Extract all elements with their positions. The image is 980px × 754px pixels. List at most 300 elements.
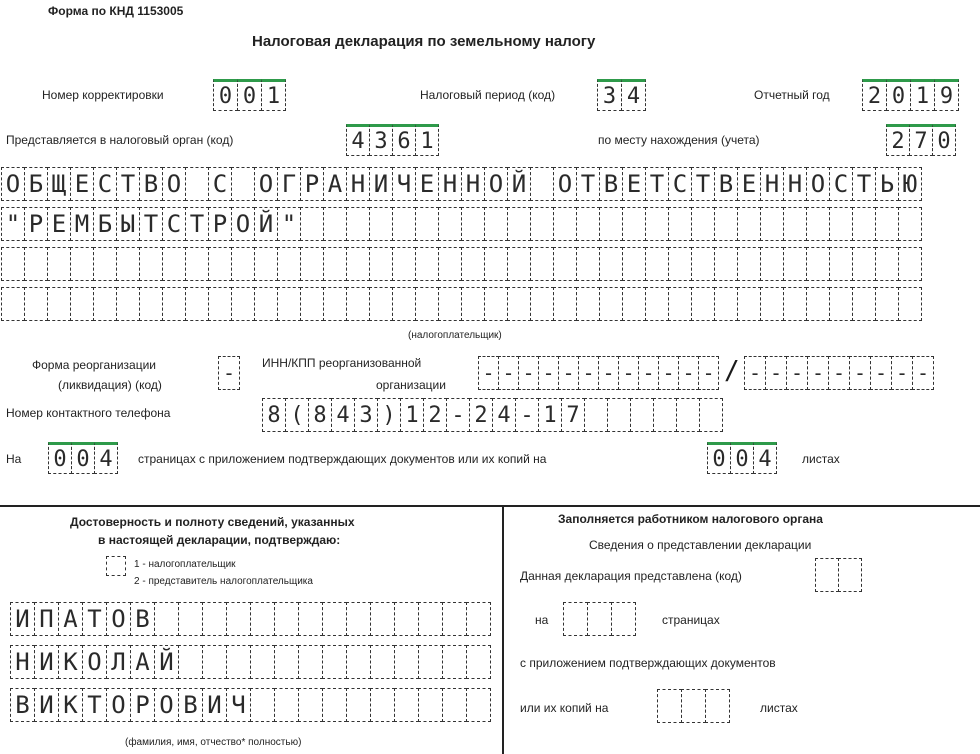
correction-number-cells[interactable] — [213, 79, 285, 111]
char-cell — [70, 287, 94, 321]
char-cell — [705, 689, 730, 723]
char-cell — [442, 688, 467, 722]
char-cell: А — [130, 645, 155, 679]
char-cell: О — [154, 688, 179, 722]
char-cell — [392, 247, 416, 281]
char-cell — [1, 247, 25, 281]
char-cell — [274, 645, 299, 679]
confirm-title-1: Достоверность и полноту сведений, указанных — [70, 515, 355, 529]
page-title: Налоговая декларация по земельному налогу — [252, 33, 596, 50]
char-cell — [530, 247, 554, 281]
char-cell — [507, 207, 531, 241]
officer-title: Заполняется работником налогового органа — [558, 512, 823, 526]
char-cell — [852, 247, 876, 281]
char-cell — [178, 602, 203, 636]
char-cell — [699, 398, 723, 432]
char-cell — [93, 287, 117, 321]
char-cell — [250, 645, 275, 679]
char-cell: Н — [760, 167, 784, 201]
char-cell — [346, 287, 370, 321]
char-cell: - — [765, 356, 787, 390]
char-cell: Т — [852, 167, 876, 201]
char-cell — [676, 398, 700, 432]
char-cell — [806, 207, 830, 241]
fullname-caption: (фамилия, имя, отчество* полностью) — [125, 737, 302, 748]
char-cell — [277, 287, 301, 321]
char-cell: 0 — [886, 79, 911, 111]
char-cell: 7 — [909, 124, 933, 156]
char-cell: - — [828, 356, 850, 390]
char-cell: Й — [254, 207, 278, 241]
char-cell — [185, 247, 209, 281]
taxpayer-name-row-3[interactable] — [1, 247, 921, 281]
char-cell — [322, 645, 347, 679]
char-cell — [576, 247, 600, 281]
char-cell: А — [323, 167, 347, 201]
char-cell — [415, 207, 439, 241]
tax-authority-label: Представляется в налоговый орган (код) — [6, 133, 234, 147]
char-cell: О — [806, 167, 830, 201]
char-cell — [231, 247, 255, 281]
char-cell — [185, 287, 209, 321]
char-cell: 8 — [262, 398, 286, 432]
reorg-kpp-cells[interactable] — [744, 356, 933, 390]
char-cell: Р — [130, 688, 155, 722]
char-cell — [714, 287, 738, 321]
char-cell: 1 — [415, 124, 439, 156]
signer-option-1: 1 - налогоплательщик — [134, 559, 236, 570]
char-cell — [298, 602, 323, 636]
char-cell — [737, 287, 761, 321]
char-cell: - — [538, 356, 559, 390]
char-cell — [277, 247, 301, 281]
char-cell — [898, 287, 922, 321]
char-cell — [875, 247, 899, 281]
char-cell — [622, 287, 646, 321]
char-cell — [254, 247, 278, 281]
char-cell — [530, 287, 554, 321]
char-cell: И — [34, 688, 59, 722]
reorg-inn-label-2: организации — [376, 378, 446, 392]
officer-copies-label: или их копий на — [520, 701, 609, 715]
char-cell: М — [70, 207, 94, 241]
signer-option-2: 2 - представитель налогоплательщика — [134, 576, 313, 587]
correction-label: Номер корректировки — [42, 88, 164, 102]
char-cell — [178, 645, 203, 679]
char-cell: 4 — [492, 398, 516, 432]
char-cell — [370, 645, 395, 679]
char-cell: Н — [438, 167, 462, 201]
char-cell — [438, 207, 462, 241]
char-cell — [461, 247, 485, 281]
char-cell — [875, 287, 899, 321]
char-cell — [563, 602, 588, 636]
char-cell: О — [254, 167, 278, 201]
char-cell: Р — [300, 167, 324, 201]
char-cell — [611, 602, 636, 636]
char-cell: О — [162, 167, 186, 201]
char-cell — [300, 247, 324, 281]
char-cell — [760, 207, 784, 241]
char-cell — [202, 645, 227, 679]
taxpayer-caption: (налогоплательщик) — [408, 330, 502, 341]
char-cell — [737, 207, 761, 241]
char-cell: 0 — [48, 442, 72, 474]
char-cell: - — [446, 398, 470, 432]
char-cell — [369, 207, 393, 241]
char-cell — [418, 688, 443, 722]
char-cell: - — [870, 356, 892, 390]
char-cell: Е — [415, 167, 439, 201]
char-cell — [461, 207, 485, 241]
char-cell — [657, 689, 682, 723]
char-cell — [93, 247, 117, 281]
char-cell: Л — [106, 645, 131, 679]
char-cell — [815, 558, 839, 592]
officer-attach-label: с приложением подтверждающих документов — [520, 656, 776, 670]
char-cell: Т — [185, 207, 209, 241]
char-cell — [369, 287, 393, 321]
char-cell: В — [714, 167, 738, 201]
char-cell: 3 — [369, 124, 393, 156]
char-cell: В — [599, 167, 623, 201]
char-cell: 6 — [392, 124, 416, 156]
char-cell — [418, 602, 443, 636]
char-cell — [607, 398, 631, 432]
location-code-cells[interactable] — [886, 124, 955, 156]
char-cell — [553, 287, 577, 321]
char-cell — [484, 247, 508, 281]
reorg-inn-label-1: ИНН/КПП реорганизованной — [262, 356, 422, 370]
pages-count-cells[interactable] — [48, 442, 117, 474]
char-cell: - — [891, 356, 913, 390]
phone-cells[interactable] — [262, 398, 722, 432]
char-cell — [47, 287, 71, 321]
taxpayer-name-row-1[interactable] — [1, 167, 921, 201]
char-cell: Т — [576, 167, 600, 201]
char-cell: - — [638, 356, 659, 390]
char-cell — [370, 688, 395, 722]
char-cell: И — [10, 602, 35, 636]
char-cell: Н — [10, 645, 35, 679]
char-cell — [691, 247, 715, 281]
officer-sheets-label: листах — [760, 701, 798, 715]
char-cell: И — [369, 167, 393, 201]
char-cell: Й — [154, 645, 179, 679]
char-cell — [47, 247, 71, 281]
char-cell — [461, 287, 485, 321]
char-cell — [622, 207, 646, 241]
char-cell: Н — [461, 167, 485, 201]
tax-period-label: Налоговый период (код) — [420, 88, 556, 102]
char-cell — [806, 247, 830, 281]
char-cell: 0 — [213, 79, 238, 111]
char-cell — [783, 207, 807, 241]
char-cell: 7 — [561, 398, 585, 432]
char-cell: 3 — [354, 398, 378, 432]
char-cell: С — [668, 167, 692, 201]
char-cell — [415, 247, 439, 281]
signer-type-checkbox[interactable] — [106, 556, 126, 576]
char-cell — [202, 602, 227, 636]
char-cell: 1 — [538, 398, 562, 432]
char-cell: 2 — [423, 398, 447, 432]
char-cell: И — [34, 645, 59, 679]
char-cell — [231, 287, 255, 321]
char-cell: О — [553, 167, 577, 201]
reorg-inn-cells[interactable] — [478, 356, 718, 390]
copies-count-cells[interactable] — [707, 442, 776, 474]
phone-label: Номер контактного телефона — [6, 406, 171, 420]
char-cell: 3 — [597, 79, 622, 111]
char-cell — [898, 247, 922, 281]
char-cell: Р — [208, 207, 232, 241]
char-cell — [346, 207, 370, 241]
char-cell — [530, 207, 554, 241]
char-cell: - — [478, 356, 499, 390]
char-cell — [323, 287, 347, 321]
char-cell: Ч — [392, 167, 416, 201]
char-cell: - — [678, 356, 699, 390]
char-cell: 1 — [910, 79, 935, 111]
char-cell — [645, 247, 669, 281]
char-cell — [599, 207, 623, 241]
char-cell — [415, 287, 439, 321]
char-cell — [653, 398, 677, 432]
char-cell — [392, 287, 416, 321]
char-cell — [645, 287, 669, 321]
char-cell — [691, 207, 715, 241]
tax-authority-cells[interactable] — [346, 124, 438, 156]
char-cell: Е — [70, 167, 94, 201]
char-cell — [630, 398, 654, 432]
char-cell — [898, 207, 922, 241]
char-cell: 0 — [237, 79, 262, 111]
char-cell: Щ — [47, 167, 71, 201]
char-cell: С — [162, 207, 186, 241]
char-cell — [438, 287, 462, 321]
char-cell — [852, 287, 876, 321]
char-cell — [322, 602, 347, 636]
char-cell: ) — [377, 398, 401, 432]
char-cell — [584, 398, 608, 432]
char-cell — [346, 645, 371, 679]
char-cell: 8 — [308, 398, 332, 432]
char-cell: Т — [645, 167, 669, 201]
char-cell: 4 — [346, 124, 370, 156]
char-cell — [622, 247, 646, 281]
char-cell: - — [218, 356, 240, 390]
char-cell — [24, 247, 48, 281]
char-cell: Ь — [875, 167, 899, 201]
char-cell: О — [106, 602, 131, 636]
char-cell — [691, 287, 715, 321]
char-cell: - — [849, 356, 871, 390]
char-cell: О — [1, 167, 25, 201]
char-cell: - — [698, 356, 719, 390]
char-cell — [645, 207, 669, 241]
char-cell: - — [578, 356, 599, 390]
char-cell — [323, 207, 347, 241]
char-cell — [274, 688, 299, 722]
char-cell — [250, 602, 275, 636]
char-cell: Б — [93, 207, 117, 241]
char-cell: 0 — [932, 124, 956, 156]
char-cell — [394, 602, 419, 636]
char-cell — [838, 558, 862, 592]
char-cell: О — [231, 207, 255, 241]
char-cell — [298, 645, 323, 679]
char-cell: И — [202, 688, 227, 722]
char-cell — [484, 287, 508, 321]
char-cell: 9 — [934, 79, 959, 111]
reorg-form-label-2: (ликвидация) (код) — [58, 378, 162, 392]
char-cell: Т — [691, 167, 715, 201]
char-cell: В — [130, 602, 155, 636]
char-cell — [466, 688, 491, 722]
char-cell — [394, 645, 419, 679]
char-cell: 2 — [862, 79, 887, 111]
char-cell: 2 — [886, 124, 910, 156]
char-cell: - — [558, 356, 579, 390]
taxpayer-name-row-2[interactable] — [1, 207, 921, 241]
char-cell: 2 — [469, 398, 493, 432]
report-year-cells[interactable] — [862, 79, 958, 111]
char-cell — [852, 207, 876, 241]
first-name-cells[interactable] — [10, 645, 490, 679]
char-cell — [466, 645, 491, 679]
patronymic-cells[interactable] — [10, 688, 490, 722]
char-cell — [254, 287, 278, 321]
char-cell — [139, 287, 163, 321]
report-year-label: Отчетный год — [754, 88, 830, 102]
char-cell — [576, 207, 600, 241]
char-cell: Е — [622, 167, 646, 201]
presented-code-label: Данная декларация представлена (код) — [520, 569, 742, 583]
char-cell: Т — [82, 602, 107, 636]
location-label: по месту нахождения (учета) — [598, 133, 760, 147]
reorg-form-label-1: Форма реорганизации — [32, 358, 156, 372]
char-cell: 4 — [621, 79, 646, 111]
char-cell — [322, 688, 347, 722]
char-cell: Н — [783, 167, 807, 201]
char-cell — [783, 247, 807, 281]
char-cell — [300, 207, 324, 241]
surname-cells[interactable] — [10, 602, 490, 636]
char-cell — [829, 247, 853, 281]
char-cell — [714, 247, 738, 281]
char-cell: 1 — [400, 398, 424, 432]
char-cell — [226, 645, 251, 679]
char-cell — [226, 602, 251, 636]
char-cell: Т — [139, 207, 163, 241]
char-cell — [418, 645, 443, 679]
char-cell — [394, 688, 419, 722]
char-cell: Й — [507, 167, 531, 201]
char-cell: 4 — [94, 442, 118, 474]
char-cell — [466, 602, 491, 636]
char-cell — [250, 688, 275, 722]
char-cell — [553, 207, 577, 241]
char-cell: - — [498, 356, 519, 390]
pages-end-label: листах — [802, 452, 840, 466]
char-cell — [681, 689, 706, 723]
presented-code-cells[interactable] — [815, 558, 861, 592]
char-cell: - — [518, 356, 539, 390]
char-cell: Ы — [116, 207, 140, 241]
char-cell: Т — [82, 688, 107, 722]
reorg-form-cell[interactable] — [218, 356, 239, 390]
char-cell: О — [106, 688, 131, 722]
char-cell — [162, 247, 186, 281]
char-cell — [116, 287, 140, 321]
char-cell — [116, 247, 140, 281]
char-cell: Ю — [898, 167, 922, 201]
char-cell: В — [139, 167, 163, 201]
char-cell: Б — [24, 167, 48, 201]
tax-period-cells[interactable] — [597, 79, 645, 111]
char-cell — [346, 688, 371, 722]
officer-pages-cells[interactable] — [563, 602, 635, 636]
form-code: Форма по КНД 1153005 — [48, 4, 184, 18]
char-cell: Г — [277, 167, 301, 201]
char-cell: С — [208, 167, 232, 201]
officer-pages-label: страницах — [662, 613, 720, 627]
char-cell — [806, 287, 830, 321]
char-cell — [370, 602, 395, 636]
char-cell — [829, 287, 853, 321]
char-cell: П — [34, 602, 59, 636]
char-cell: - — [598, 356, 619, 390]
char-cell — [668, 207, 692, 241]
char-cell — [231, 167, 255, 201]
char-cell: О — [484, 167, 508, 201]
pages-middle-label: страницах с приложением подтверждающих документов или их копий на — [138, 452, 547, 466]
char-cell: Т — [116, 167, 140, 201]
char-cell: " — [277, 207, 301, 241]
char-cell: Н — [346, 167, 370, 201]
char-cell — [70, 247, 94, 281]
char-cell — [139, 247, 163, 281]
char-cell: В — [10, 688, 35, 722]
char-cell — [369, 247, 393, 281]
char-cell — [829, 207, 853, 241]
char-cell: С — [93, 167, 117, 201]
taxpayer-name-row-4[interactable] — [1, 287, 921, 321]
char-cell: - — [658, 356, 679, 390]
char-cell — [323, 247, 347, 281]
char-cell: Ч — [226, 688, 251, 722]
char-cell: Е — [737, 167, 761, 201]
char-cell — [1, 287, 25, 321]
char-cell — [737, 247, 761, 281]
char-cell — [24, 287, 48, 321]
char-cell — [783, 287, 807, 321]
char-cell — [530, 167, 554, 201]
char-cell — [576, 287, 600, 321]
char-cell: " — [1, 207, 25, 241]
section-divider-horizontal — [0, 505, 980, 507]
section-divider-vertical — [502, 505, 504, 754]
char-cell: К — [58, 688, 83, 722]
char-cell: - — [807, 356, 829, 390]
officer-copies-cells[interactable] — [657, 689, 729, 723]
char-cell: С — [829, 167, 853, 201]
char-cell — [346, 247, 370, 281]
char-cell: В — [178, 688, 203, 722]
char-cell — [300, 287, 324, 321]
char-cell — [162, 287, 186, 321]
